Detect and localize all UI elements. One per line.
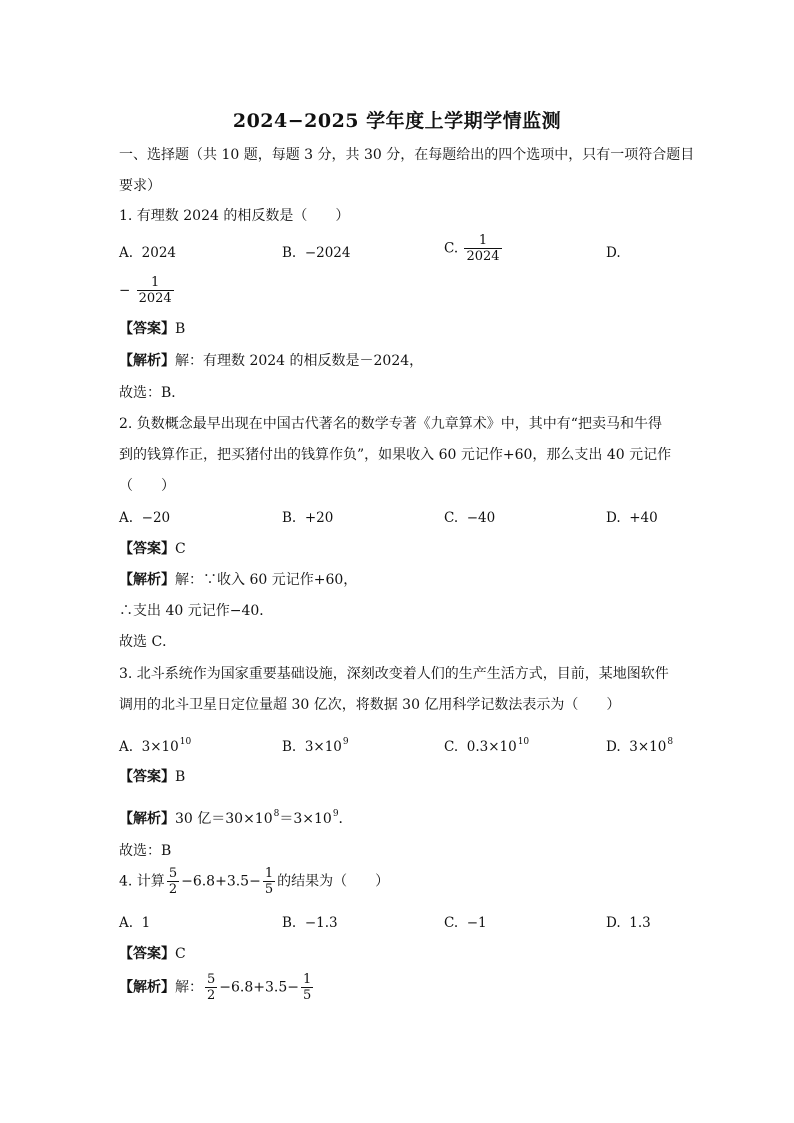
- q1-option-d: [119, 275, 176, 306]
- q4-option-b: [282, 914, 338, 932]
- q2-conclusion: 故选 C．: [119, 634, 177, 650]
- q4-stem: [119, 866, 389, 897]
- q3-option-a-exponent: 10: [179, 737, 192, 747]
- q4-analysis-fraction2-numerator: 1: [303, 972, 312, 987]
- q1-option-c-label: C.: [444, 240, 459, 257]
- q2-option-b-label: B.: [282, 510, 297, 526]
- q4-analysis-prefix: 解：: [175, 979, 203, 996]
- q1-option-c-fraction: [464, 233, 501, 264]
- q2-analysis-text: 解：∵收入 60 元记作+60，: [175, 572, 358, 588]
- q4-option-c-label: C.: [444, 915, 459, 931]
- q1-option-b: [282, 244, 350, 262]
- q3-option-c-base: 0.3×10: [466, 739, 517, 755]
- q2-option-a: [119, 509, 170, 527]
- q2-answer: [119, 540, 186, 558]
- q3-answer-value: B: [175, 769, 186, 785]
- section-heading-cont: 要求）: [119, 178, 161, 194]
- q4-fraction2-numerator: 1: [264, 866, 274, 881]
- q1-answer-label: 【答案】: [119, 321, 175, 337]
- q3-analysis-label: 【解析】: [119, 811, 175, 827]
- page-title: 2024−2025 学年度上学期学情监测: [232, 110, 562, 132]
- q2-option-d-value: +40: [629, 510, 658, 526]
- q2-option-a-label: A.: [119, 510, 134, 526]
- q1-stem: 1. 有理数 2024 的相反数是（ ）: [119, 208, 350, 224]
- q1-option-c: [444, 233, 504, 264]
- q4-stem-prefix: 4. 计算: [119, 873, 165, 890]
- q2-stem-line2: 到的钱算作正，把买猪付出的钱算作负”，如果收入 60 元记作+60，那么支出 40 元记作: [119, 447, 672, 463]
- q2-answer-label: 【答案】: [119, 541, 175, 557]
- q3-answer-label: 【答案】: [119, 769, 175, 785]
- q1-option-d-label: D.: [606, 245, 621, 261]
- q2-analysis-line2: ∴支出 40 元记作−40．: [119, 603, 274, 619]
- q1-analysis: [119, 352, 423, 370]
- q4-analysis-fraction1: [205, 972, 217, 1003]
- q3-analysis-part3: ．: [338, 811, 353, 827]
- q2-analysis: [119, 571, 357, 589]
- q1-option-d-denominator: 2024: [138, 291, 172, 306]
- q4-fraction1-numerator: 5: [168, 866, 178, 881]
- q4-option-d-value: 1.3: [629, 915, 651, 931]
- q3-analysis-exponent1: 8: [273, 809, 280, 819]
- q2-analysis-label: 【解析】: [119, 572, 175, 588]
- q2-option-b: [282, 509, 333, 527]
- q4-option-a: [119, 914, 150, 932]
- q4-analysis: [119, 972, 315, 1003]
- q4-analysis-fraction2-denominator: 5: [303, 988, 312, 1003]
- q3-option-b: [282, 733, 349, 756]
- q4-stem-suffix: 的结果为（ ）: [277, 873, 390, 890]
- q1-answer-value: B: [175, 321, 186, 337]
- q4-fraction1-denominator: 2: [168, 882, 178, 897]
- q3-option-c-label: C.: [444, 739, 459, 755]
- q4-answer-label: 【答案】: [119, 946, 175, 962]
- q1-conclusion: 故选：B．: [119, 385, 186, 401]
- q1-answer: [119, 320, 185, 338]
- q4-option-d-label: D.: [606, 915, 621, 931]
- q2-answer-value: C: [175, 541, 186, 557]
- q1-analysis-label: 【解析】: [119, 353, 175, 369]
- q2-option-d: [606, 509, 658, 527]
- q4-option-d: [606, 914, 651, 932]
- q2-stem-line1: 2. 负数概念最早出现在中国古代著名的数学专著《九章算术》中，其中有“把卖马和牛得: [119, 416, 662, 432]
- q3-option-d-exponent: 8: [667, 737, 674, 747]
- q4-option-c: [444, 914, 487, 932]
- q2-option-b-value: +20: [304, 510, 334, 526]
- q1-analysis-text: 解：有理数 2024 的相反数是－2024，: [175, 353, 424, 369]
- q3-option-a-label: A.: [119, 739, 134, 755]
- q3-option-c: [444, 733, 529, 756]
- q1-option-a-value: 2024: [141, 245, 176, 261]
- q1-option-c-numerator: 1: [478, 233, 488, 248]
- q1-option-b-value: −2024: [304, 245, 351, 261]
- q3-option-b-label: B.: [282, 739, 297, 755]
- q4-answer: [119, 945, 186, 963]
- q4-option-b-label: B.: [282, 915, 297, 931]
- q3-option-c-exponent: 10: [517, 737, 530, 747]
- q4-stem-fraction1: [167, 866, 179, 897]
- q1-option-d-numerator: 1: [151, 275, 160, 290]
- q4-analysis-fraction2: [301, 972, 313, 1003]
- q4-analysis-fraction1-numerator: 5: [207, 972, 216, 987]
- q3-option-b-base: 3×10: [304, 739, 342, 755]
- q2-option-c-value: −40: [466, 510, 496, 526]
- q3-option-d-base: 3×10: [629, 739, 667, 755]
- q3-option-d: [606, 733, 673, 756]
- q3-stem-line1: 3. 北斗系统作为国家重要基础设施，深刻改变着人们的生产生活方式，目前，某地图软件: [119, 666, 669, 682]
- q3-analysis: [119, 805, 353, 828]
- q4-stem-middle: −6.8+3.5−: [181, 873, 261, 890]
- q4-analysis-label: 【解析】: [119, 979, 175, 996]
- q3-option-b-exponent: 9: [342, 737, 349, 747]
- q4-stem-fraction2: [263, 866, 275, 897]
- q3-stem-line2: 调用的北斗卫星日定位量超 30 亿次，将数据 30 亿用科学记数法表示为（ ）: [119, 697, 621, 713]
- q2-stem-line3: （ ）: [119, 478, 175, 494]
- q3-analysis-part1: 30 亿＝30×10: [175, 811, 273, 827]
- q3-option-a-base: 3×10: [141, 739, 179, 755]
- q2-option-d-label: D.: [606, 510, 621, 526]
- q4-option-a-label: A.: [119, 915, 134, 931]
- q2-option-a-value: −20: [141, 510, 171, 526]
- q4-analysis-middle: −6.8+3.5−: [219, 979, 300, 996]
- q1-option-c-denominator: 2024: [466, 249, 500, 264]
- q3-analysis-part2: ＝3×10: [279, 811, 332, 827]
- q4-option-a-value: 1: [141, 915, 151, 931]
- q1-option-a: [119, 244, 176, 262]
- q3-analysis-exponent2: 9: [332, 809, 339, 819]
- q2-option-c-label: C.: [444, 510, 459, 526]
- q1-option-b-label: B.: [282, 245, 297, 261]
- q3-option-a: [119, 733, 191, 756]
- section-heading: 一、选择题（共 10 题，每题 3 分，共 30 分，在每题给出的四个选项中，只有一项符合题目: [119, 147, 695, 163]
- q4-fraction2-denominator: 5: [264, 882, 274, 897]
- q4-option-c-value: −1: [466, 915, 487, 931]
- q1-option-d-fraction: [137, 275, 174, 306]
- q1-option-d-sign: −: [119, 282, 131, 299]
- q3-conclusion: 故选：B: [119, 843, 172, 859]
- q4-answer-value: C: [175, 946, 186, 962]
- q3-option-d-label: D.: [606, 739, 621, 755]
- q3-answer: [119, 768, 185, 786]
- q4-analysis-fraction1-denominator: 2: [207, 988, 216, 1003]
- q4-option-b-value: −1.3: [304, 915, 338, 931]
- q1-option-a-label: A.: [119, 245, 134, 261]
- q2-option-c: [444, 509, 495, 527]
